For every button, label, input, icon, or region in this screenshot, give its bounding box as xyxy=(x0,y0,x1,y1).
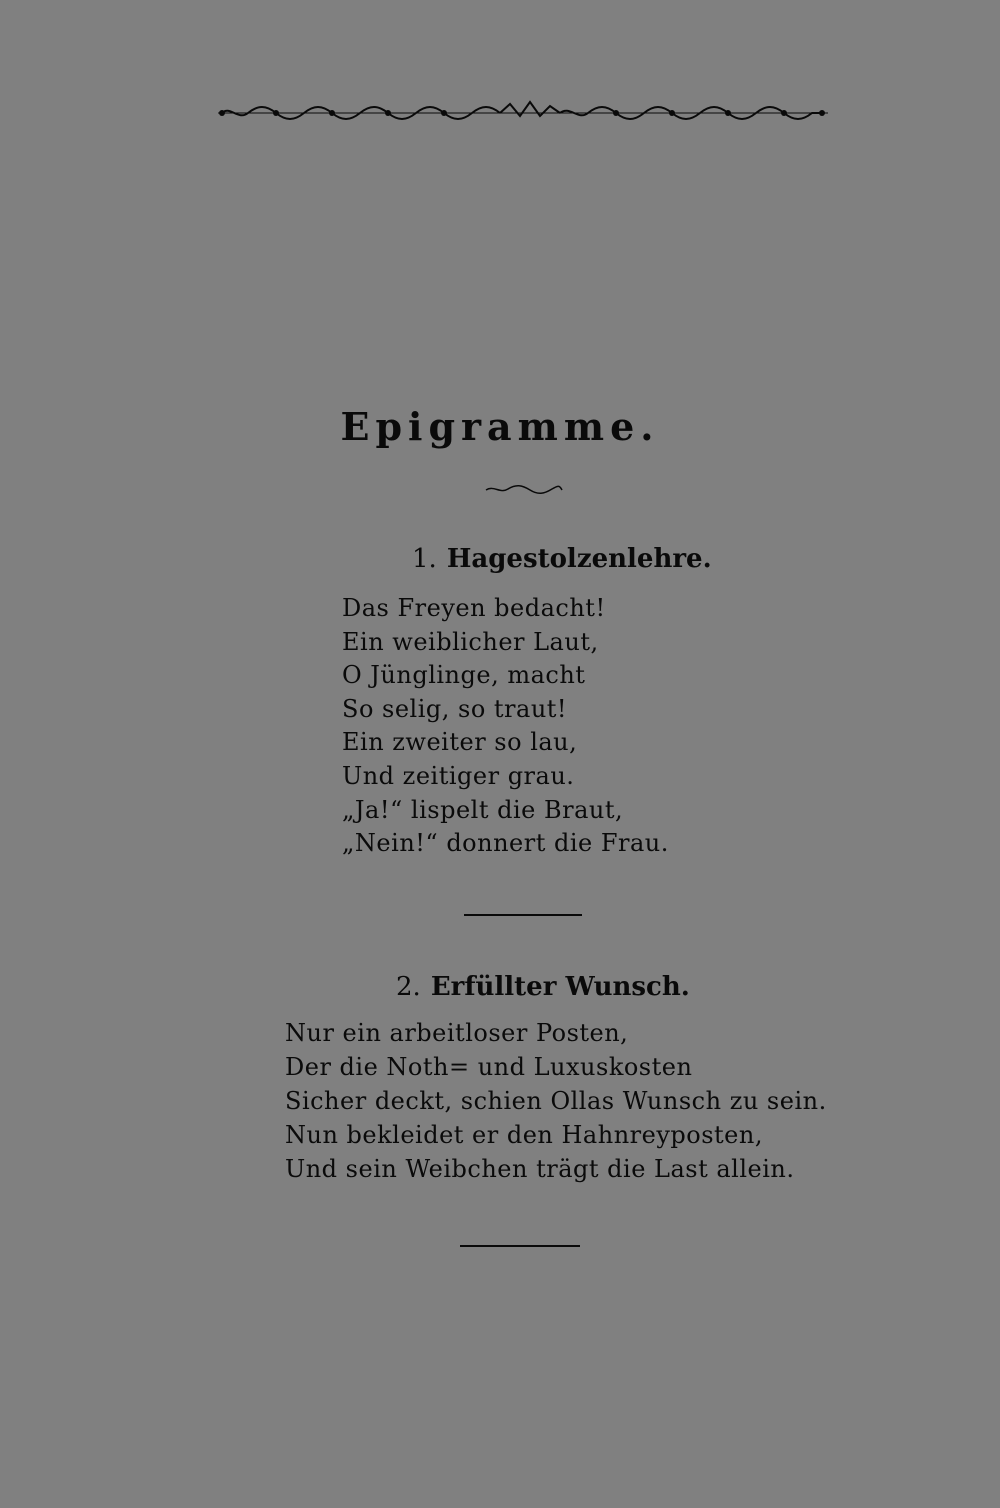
poem-heading xyxy=(412,544,712,574)
page-title: Epigramme. xyxy=(340,404,660,449)
decorative-header-border xyxy=(218,96,828,130)
poem-line: Der die Noth= und Luxuskosten xyxy=(285,1053,693,1081)
decorative-squiggle xyxy=(484,482,564,496)
poem-line: Sicher deckt, schien Ollas Wunsch zu sein. xyxy=(285,1087,827,1115)
poem-line: O Jünglinge, macht xyxy=(342,661,586,690)
poem-line: So selig, so traut! xyxy=(342,694,568,723)
poem-heading xyxy=(396,972,690,1002)
poem-line: „Nein!“ donnert die Frau. xyxy=(342,829,669,858)
poem-line: Nun bekleidet er den Hahnreyposten, xyxy=(285,1121,763,1149)
section-divider xyxy=(460,1245,580,1247)
poem-line: Ein weiblicher Laut, xyxy=(342,627,599,656)
poem-stanza xyxy=(342,592,669,861)
poem-line: Ein zweiter so lau, xyxy=(342,728,578,757)
section-divider xyxy=(464,914,582,916)
poem-line: Nur ein arbeitloser Posten, xyxy=(285,1019,629,1047)
poem-number: 2. xyxy=(396,972,421,1002)
poem-line: Und zeitiger grau. xyxy=(342,761,575,790)
poem-number: 1. xyxy=(412,544,437,574)
poem-line: Das Freyen bedacht! xyxy=(342,594,606,622)
poem-stanza xyxy=(285,1016,827,1186)
poem-title: Hagestolzenlehre. xyxy=(446,544,712,574)
poem-line: Und sein Weibchen trägt die Last allein. xyxy=(285,1155,795,1183)
poem-line: „Ja!“ lispelt die Braut, xyxy=(342,795,624,824)
poem-title: Erfüllter Wunsch. xyxy=(430,972,690,1002)
